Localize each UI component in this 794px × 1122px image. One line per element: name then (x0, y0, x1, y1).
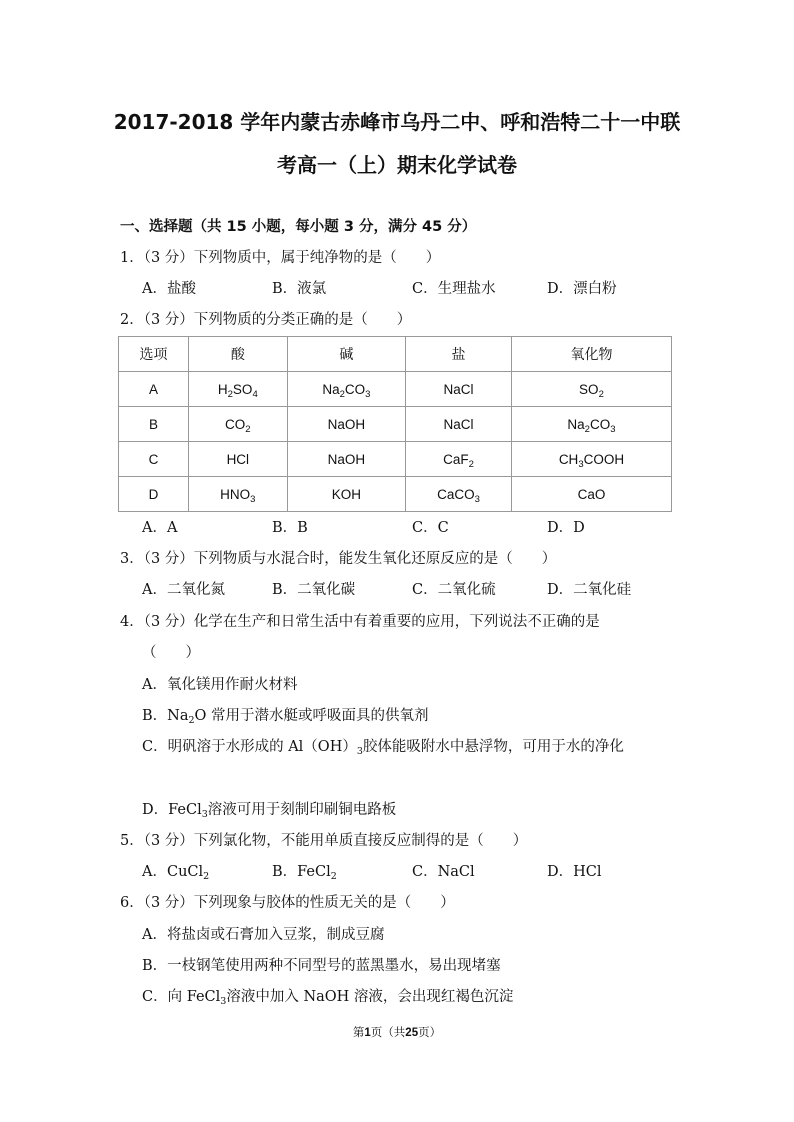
cell: $CO_2$ (189, 407, 288, 442)
q4-option-b: B．$Na_2O$ 常用于潜水艇或呼吸面具的供氧剂 (142, 708, 429, 726)
q1-option-c: C．生理盐水 (412, 281, 496, 297)
question-3-stem: 3．（3 分）下列物质与水混合时，能发生氧化还原反应的是（ ） (120, 551, 557, 567)
cell: NaCl (406, 407, 512, 442)
cell: $Na_2CO_3$ (287, 372, 406, 407)
q1-option-d: D．漂白粉 (547, 281, 617, 297)
section-heading: 一、选择题（共 15 小题，每小题 3 分，满分 45 分） (120, 219, 477, 235)
question-1-stem: 1．（3 分）下列物质中，属于纯净物的是（ ） (120, 250, 441, 266)
q3-option-b: B．二氧化碳 (272, 582, 356, 598)
q2-option-d: D．D (547, 520, 585, 536)
q5-option-d: D．HCl (547, 864, 602, 880)
table-row (119, 442, 672, 477)
question-5-stem: 5．（3 分）下列氯化物，不能用单质直接反应制得的是（ ） (120, 833, 528, 849)
header-option: 选项 (119, 337, 189, 372)
cell: $HNO_3$ (189, 477, 288, 512)
header-base: 碱 (287, 337, 406, 372)
header-salt: 盐 (406, 337, 512, 372)
table-row (119, 407, 672, 442)
cell: CaCO$_3$ (406, 477, 512, 512)
question-4-stem-continued: （ ） (142, 645, 200, 661)
q2-option-c: C．C (412, 520, 449, 536)
q4-option-a: A．氧化镁用作耐火材料 (142, 677, 298, 693)
q3-option-a: A．二氧化氮 (142, 582, 225, 598)
row-label: C (119, 442, 189, 477)
q5-option-b: B．FeCl$_2$ (272, 864, 337, 882)
page-footer: 第1页（共25页） (352, 1025, 442, 1039)
cell: $H_2SO_4$ (189, 372, 288, 407)
table-row (119, 477, 672, 512)
table-row (119, 372, 672, 407)
cell: NaOH (287, 407, 406, 442)
q2-option-b: B．B (272, 520, 308, 536)
header-oxide: 氧化物 (511, 337, 671, 372)
q6-option-a: A．将盐卤或石膏加入豆浆，制成豆腐 (142, 927, 385, 943)
table-header-row (119, 337, 672, 372)
cell: $Na_2CO_3$ (511, 407, 671, 442)
cell: KOH (287, 477, 406, 512)
q5-option-c: C．NaCl (412, 864, 475, 880)
q5-option-a: A．CuCl$_2$ (142, 864, 210, 882)
cell: $SO_2$ (511, 372, 671, 407)
header-acid: 酸 (189, 337, 288, 372)
exam-title-line-2: 考高一（上）期末化学试卷 (277, 153, 517, 177)
row-label: D (119, 477, 189, 512)
q2-option-a: A．A (142, 520, 178, 536)
q1-option-a: A．盐酸 (142, 281, 196, 297)
q1-option-b: B．液氯 (272, 281, 327, 297)
cell: NaCl (406, 372, 512, 407)
q6-option-c: C．向 FeCl$_3$溶液中加入 NaOH 溶液，会出现红褐色沉淀 (142, 989, 514, 1007)
cell: HCl (189, 442, 288, 477)
q3-option-c: C．二氧化硫 (412, 582, 496, 598)
cell: $CH_3COOH$ (511, 442, 671, 477)
q4-option-c: C．明矾溶于水形成的 $Al(OH)_3$胶体能吸附水中悬浮物，可用于水的净化 (142, 739, 624, 757)
q4-option-d: D．FeCl$_3$溶液可用于刻制印刷铜电路板 (142, 802, 397, 820)
cell: CaO (511, 477, 671, 512)
q3-option-d: D．二氧化硅 (547, 582, 632, 598)
cell: NaOH (287, 442, 406, 477)
question-2-stem: 2．（3 分）下列物质的分类正确的是（ ） (120, 312, 412, 328)
cell: CaF$_2$ (406, 442, 512, 477)
question-4-stem: 4．（3 分）化学在生产和日常生活中有着重要的应用，下列说法不正确的是 (120, 614, 600, 630)
exam-title-line-1: 2017-2018 学年内蒙古赤峰市乌丹二中、呼和浩特二十一中联 (113, 110, 681, 134)
question-6-stem: 6．（3 分）下列现象与胶体的性质无关的是（ ） (120, 895, 455, 911)
classification-table (118, 336, 672, 512)
row-label: A (119, 372, 189, 407)
q6-option-b: B．一枝钢笔使用两种不同型号的蓝黑墨水，易出现堵塞 (142, 958, 501, 974)
row-label: B (119, 407, 189, 442)
